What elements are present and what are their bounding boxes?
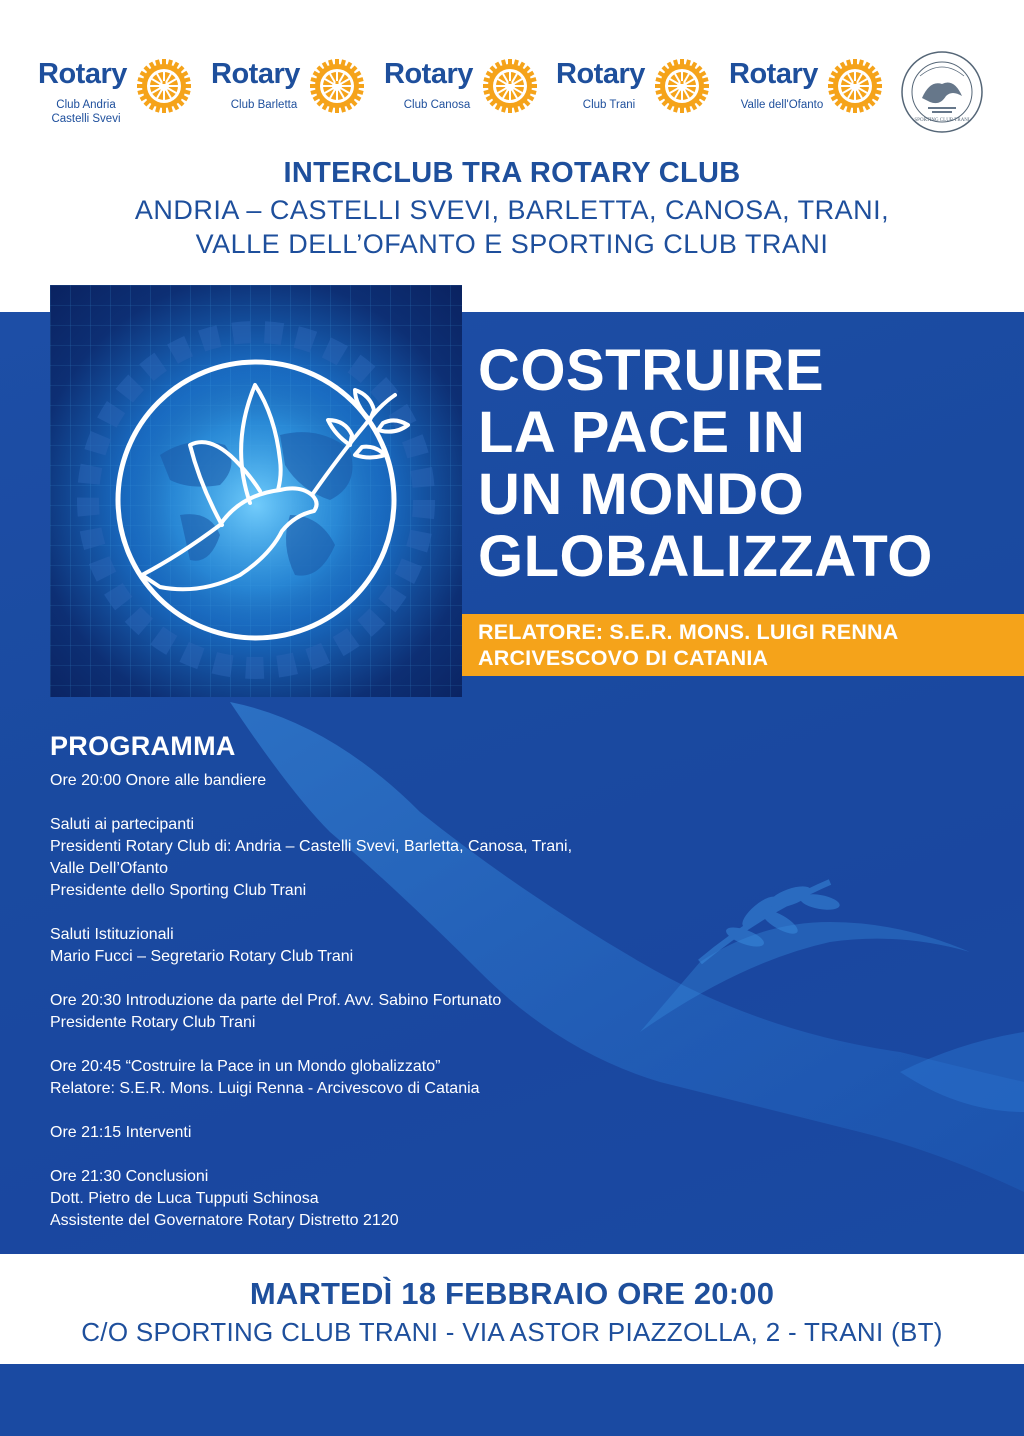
interclub-heading: INTERCLUB TRA ROTARY CLUB bbox=[283, 157, 741, 189]
clubs-line-2: VALLE DELL’OFANTO E SPORTING CLUB TRANI bbox=[195, 229, 829, 259]
speaker-name: RELATORE: S.E.R. MONS. LUIGI RENNA bbox=[478, 620, 899, 644]
program-line: Relatore: S.E.R. Mons. Luigi Renna - Arcivescovo di Catania bbox=[50, 1080, 480, 1097]
sporting-club-seal-icon bbox=[900, 50, 984, 134]
event-date: MARTEDÌ 18 FEBBRAIO ORE 20:00 bbox=[249, 1276, 775, 1311]
program-line: Ore 20:30 Introduzione da parte del Prof. Avv. Sabino Fortunato bbox=[50, 992, 502, 1009]
rotary-wheel-icon bbox=[827, 58, 883, 114]
rotary-club-logo bbox=[211, 58, 371, 128]
program-line: Saluti ai partecipanti bbox=[50, 816, 195, 833]
club-name: Club Barletta bbox=[230, 99, 298, 111]
rotary-wordmark: Rotary bbox=[211, 58, 300, 90]
rotary-wordmark: Rotary bbox=[556, 58, 645, 90]
rotary-wheel-icon bbox=[482, 58, 538, 114]
peace-dove-image bbox=[50, 285, 462, 697]
program-line: Ore 20:45 “Costruire la Pace in un Mondo globalizzato” bbox=[50, 1058, 441, 1075]
program-line: Dott. Pietro de Luca Tupputi Schinosa bbox=[50, 1190, 319, 1207]
rotary-club-logo bbox=[729, 58, 889, 128]
clubs-line-1: ANDRIA – CASTELLI SVEVI, BARLETTA, CANOSA, TRANI, bbox=[134, 195, 890, 225]
event-title bbox=[478, 340, 998, 588]
title-line: COSTRUIRE bbox=[478, 338, 825, 403]
club-name: Club Andria Castelli Svevi bbox=[51, 99, 121, 125]
rotary-wordmark: Rotary bbox=[384, 58, 473, 90]
program-line: Ore 21:15 Interventi bbox=[50, 1124, 192, 1141]
rotary-club-logo bbox=[556, 58, 716, 128]
rotary-club-logo bbox=[38, 58, 198, 128]
program-line: Ore 20:00 Onore alle bandiere bbox=[50, 772, 267, 789]
rotary-wordmark: Rotary bbox=[38, 58, 127, 90]
program-line: Presidente dello Sporting Club Trani bbox=[50, 882, 307, 899]
footer-band bbox=[0, 1364, 1024, 1436]
program-line: Presidenti Rotary Club di: Andria – Castelli Svevi, Barletta, Canosa, Trani, bbox=[50, 838, 573, 855]
event-venue: C/O SPORTING CLUB TRANI - VIA ASTOR PIAZZOLLA, 2 - TRANI (BT) bbox=[81, 1317, 943, 1347]
club-name: Valle dell'Ofanto bbox=[740, 99, 824, 111]
rotary-wheel-icon bbox=[654, 58, 710, 114]
speaker-role: ARCIVESCOVO DI CATANIA bbox=[478, 646, 769, 670]
club-name: Club Canosa bbox=[403, 99, 471, 111]
program-line: Presidente Rotary Club Trani bbox=[50, 1014, 256, 1031]
logo-row bbox=[0, 50, 1024, 140]
sporting-seal-text: SPORTING CLUB TRANI bbox=[914, 118, 970, 123]
rotary-wheel-icon bbox=[309, 58, 365, 114]
speaker-banner bbox=[462, 614, 1024, 676]
title-line: UN MONDO bbox=[478, 462, 805, 527]
globe-dove-icon bbox=[50, 285, 462, 697]
program-line: Valle Dell’Ofanto bbox=[50, 860, 168, 877]
program-line: Saluti Istituzionali bbox=[50, 926, 174, 943]
program-line: Assistente del Governatore Rotary Distretto 2120 bbox=[50, 1212, 399, 1229]
title-line: GLOBALIZZATO bbox=[478, 524, 933, 589]
program-list bbox=[50, 770, 690, 1232]
program-heading: PROGRAMMA bbox=[50, 731, 236, 761]
rotary-club-logo bbox=[384, 58, 544, 128]
title-line: LA PACE IN bbox=[478, 400, 806, 465]
rotary-wheel-icon bbox=[136, 58, 192, 114]
rotary-wordmark: Rotary bbox=[729, 58, 818, 90]
program-line: Mario Fucci – Segretario Rotary Club Trani bbox=[50, 948, 354, 965]
club-name: Club Trani bbox=[582, 99, 636, 111]
program-line: Ore 21:30 Conclusioni bbox=[50, 1168, 209, 1185]
